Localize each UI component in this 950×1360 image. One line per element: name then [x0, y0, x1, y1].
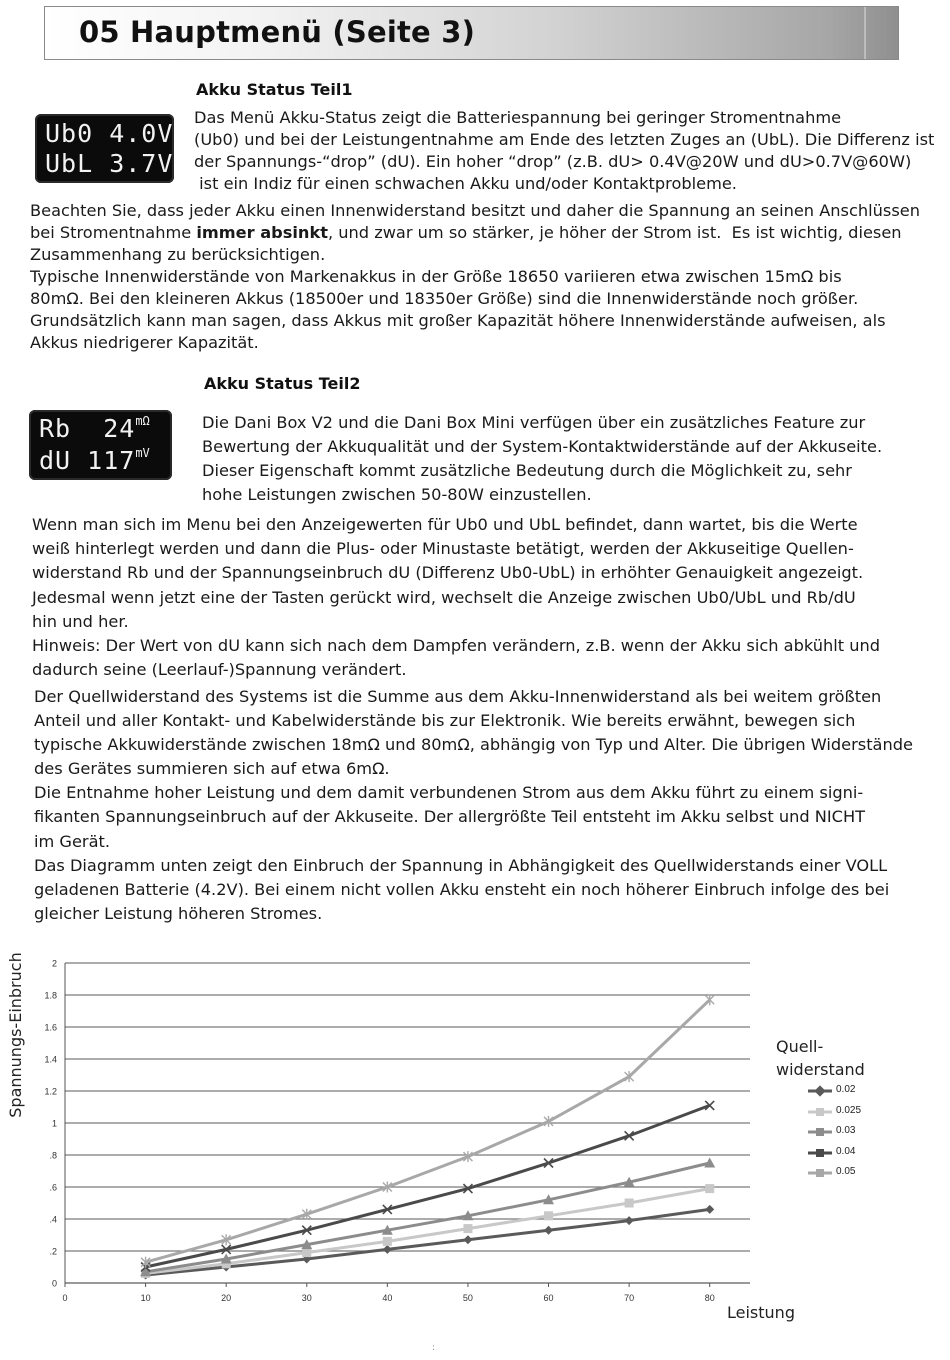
text-line: Typische Innenwiderstände von Markenakkus in der Größe 18650 variieren etwa zwischen 15mΩ bis	[30, 267, 842, 286]
data-point-0.02	[222, 1263, 231, 1272]
marker-stroke	[625, 1072, 634, 1081]
body-paragraph-3	[34, 685, 913, 926]
marker-stroke	[383, 1205, 392, 1214]
chart-x-tick-label: 30	[301, 1293, 312, 1303]
text-line: Grundsätzlich kann man sagen, dass Akkus mit großer Kapazität höhere Innenwiderstände aufweisen, als	[30, 311, 886, 330]
marker-stroke	[141, 1263, 150, 1272]
marker-stroke	[463, 1184, 472, 1193]
text-line: Dieser Eigenschaft kommt zusätzliche Bedeutung durch die Möglichkeit zu, sehr	[202, 461, 852, 480]
data-point-0.02	[141, 1271, 150, 1280]
marker-stroke	[383, 1205, 392, 1214]
text-line: Akkus niedrigerer Kapazität.	[30, 333, 259, 352]
chart-x-tick-label: 50	[462, 1293, 473, 1303]
text-line: Zusammenhang zu berücksichtigen.	[30, 245, 326, 264]
series-line-0.03	[146, 1163, 710, 1272]
marker-stroke	[302, 1210, 311, 1219]
chart-y-tick-label: 1.8	[44, 990, 57, 1001]
lcd-line-ub0: Ub0 4.0V	[45, 119, 174, 148]
lcd-line-du	[39, 446, 150, 475]
legend-swatch-marker	[816, 1149, 824, 1157]
text-line: gleicher Leistung höheren Stromes.	[34, 903, 323, 923]
legend-label: 0.03	[836, 1125, 856, 1136]
marker-stroke	[463, 1152, 472, 1161]
chart-y-tick-label: 1.4	[44, 1054, 57, 1065]
data-point-0.02	[625, 1216, 634, 1225]
marker-stroke	[222, 1245, 231, 1254]
text-line: 80mΩ. Bei den kleineren Akkus (18500er und 18350er Größe) sind die Innenwiderstände noch größer.	[30, 289, 859, 308]
header-divider	[864, 7, 866, 59]
chart-x-tick-label: 60	[543, 1293, 554, 1303]
lcd-unit: mΩ	[135, 414, 150, 428]
marker-stroke	[463, 1152, 472, 1161]
chart-y-tick-label: .6	[49, 1182, 57, 1193]
chart-y-tick-label: 1.2	[44, 1086, 57, 1097]
chart-y-tick-label: 1	[51, 1118, 57, 1129]
marker-stroke	[463, 1184, 472, 1193]
data-point-0.03	[140, 1266, 151, 1276]
text-line: geladenen Batterie (4.2V). Bei einem nicht vollen Akku ensteht ein noch höherer Einbruch infolge des bei	[34, 879, 890, 899]
text-line: Das Menü Akku-Status zeigt die Batteriespannung bei geringer Stromentnahme	[194, 108, 842, 127]
text-line: widerstand Rb und der Spannungseinbruch dU (Differenz Ub0-UbL) in erhöhter Genauigkeit angezeigt.	[32, 563, 864, 583]
text-line: dadurch seine (Leerlauf-)Spannung verändert.	[32, 660, 407, 680]
data-point-0.04	[383, 1205, 392, 1214]
data-point-0.02	[544, 1226, 553, 1235]
data-point-0.025	[302, 1248, 311, 1257]
text-fragment: , und zwar um so stärker, je höher der Strom ist. Es ist wichtig, diesen	[327, 223, 902, 242]
text-line: fikanten Spannungseinbruch auf der Akkuseite. Der allergrößte Teil entsteht im Akku selbst und NICHT	[34, 807, 866, 827]
data-point-0.05	[625, 1071, 634, 1082]
data-point-0.04	[222, 1245, 231, 1254]
data-point-0.05	[705, 994, 714, 1005]
data-point-0.03	[221, 1254, 232, 1264]
text-line: Jedesmal wenn jetzt eine der Tasten gerückt wird, wechselt die Anzeige zwischen Ub0/UbL und Rb/dU	[32, 587, 856, 607]
data-point-0.04	[463, 1184, 472, 1193]
series-line-0.025	[146, 1189, 710, 1274]
section-heading-akku-status-1: Akku Status Teil1	[196, 80, 353, 99]
marker-stroke	[383, 1183, 392, 1192]
data-point-0.03	[301, 1239, 312, 1249]
marker-stroke	[625, 1131, 634, 1140]
series-line-0.04	[146, 1105, 710, 1267]
data-point-0.03	[704, 1158, 715, 1168]
data-point-0.02	[383, 1245, 392, 1254]
text-line: Die Entnahme hoher Leistung und dem damit verbundenen Strom aus dem Akku führt zu einem signi-	[34, 783, 864, 803]
text-line: Anteil und aller Kontakt- und Kabelwiderstände bis zur Elektronik. Wie bereits erwähnt, bewegen sich	[34, 711, 856, 731]
text-line: Bewertung der Akkuqualität und der System-Kontaktwiderstände auf der Akkuseite.	[202, 437, 883, 456]
data-point-0.02	[302, 1255, 311, 1264]
legend-swatch	[806, 1166, 834, 1180]
data-point-0.025	[222, 1259, 231, 1268]
text-line: Das Diagramm unten zeigt den Einbruch der Spannung in Abhängigkeit des Quellwiderstands einer VOLL	[34, 855, 888, 875]
data-point-0.04	[302, 1226, 311, 1235]
marker-stroke	[383, 1183, 392, 1192]
marker-stroke	[222, 1235, 231, 1244]
data-point-0.03	[543, 1194, 554, 1204]
data-point-0.05	[222, 1234, 231, 1245]
legend-swatch-marker	[816, 1128, 824, 1136]
lcd-line-ubl: UbL 3.7V	[45, 149, 174, 178]
data-point-0.025	[463, 1224, 472, 1233]
legend-item-0.04	[806, 1146, 926, 1160]
chart-y-tick-label: .2	[49, 1246, 57, 1257]
body-paragraph-1	[30, 200, 920, 354]
data-point-0.025	[383, 1237, 392, 1246]
chart-legend-title	[776, 1035, 865, 1081]
footer-mark: :	[432, 1343, 436, 1353]
text-line: Der Quellwiderstand des Systems ist die Summe aus dem Akku-Innenwiderstand als bei weitem größten	[34, 687, 882, 706]
data-point-0.02	[705, 1205, 714, 1214]
data-point-0.03	[462, 1210, 473, 1220]
lcd-value: dU 117	[39, 446, 136, 475]
lcd-display-voltage	[35, 114, 174, 183]
marker-stroke	[544, 1159, 553, 1168]
data-point-0.03	[624, 1177, 635, 1187]
marker-stroke	[625, 1072, 634, 1081]
legend-item-0.02	[806, 1084, 926, 1098]
legend-swatch-marker	[816, 1169, 824, 1177]
marker-stroke	[141, 1258, 150, 1267]
lcd-display-resistance	[29, 410, 172, 480]
text-fragment: bei Stromentnahme	[30, 223, 197, 242]
chart-x-tick-label: 20	[221, 1293, 232, 1303]
text-line: des Gerätes summieren sich auf etwa 6mΩ.	[34, 759, 390, 779]
legend-swatch	[806, 1146, 834, 1160]
text-line: im Gerät.	[34, 831, 110, 851]
marker-stroke	[705, 1101, 714, 1110]
body-paragraph-2	[32, 513, 880, 682]
chart-x-tick-label: 10	[140, 1293, 151, 1303]
chart-y-tick-label: 2	[51, 958, 57, 969]
marker-stroke	[705, 1101, 714, 1110]
data-point-0.025	[625, 1199, 634, 1208]
chart-y-tick-label: .8	[49, 1150, 57, 1161]
marker-stroke	[302, 1226, 311, 1235]
series-line-0.05	[146, 1000, 710, 1262]
data-point-0.04	[544, 1159, 553, 1168]
marker-stroke	[705, 995, 714, 1004]
lcd-value: Rb 24	[39, 414, 136, 443]
text-line: Beachten Sie, dass jeder Akku einen Innenwiderstand besitzt und daher die Spannung an seinen Anschlüssen	[30, 201, 920, 220]
chart-y-tick-label: 1.6	[44, 1022, 57, 1033]
data-point-0.05	[141, 1257, 150, 1268]
marker-stroke	[625, 1131, 634, 1140]
text-line: weiß hinterlegt werden und dann die Plus- oder Minustaste betätigt, werden der Akkuseitige Quellen-	[32, 539, 854, 559]
text-line: Wenn man sich im Menu bei den Anzeigewerten für Ub0 und UbL befindet, dann wartet, bis die Werte	[32, 515, 858, 534]
legend-swatch	[806, 1084, 834, 1098]
data-point-0.025	[544, 1211, 553, 1220]
emphasis-text: immer absinkt	[196, 223, 328, 242]
legend-title-line: widerstand	[776, 1060, 865, 1079]
text-line: Hinweis: Der Wert von dU kann sich nach dem Dampfen verändern, z.B. wenn der Akku sich abkühlt und	[32, 636, 881, 656]
text-line: Die Dani Box V2 und die Dani Box Mini verfügen über ein zusätzliches Feature zur	[202, 413, 866, 432]
chart-y-tick-label: 0	[51, 1278, 57, 1289]
marker-stroke	[141, 1258, 150, 1267]
marker-stroke	[544, 1159, 553, 1168]
lcd-unit: mV	[135, 446, 150, 460]
legend-label: 0.025	[836, 1104, 862, 1116]
intro-paragraph-1	[194, 107, 934, 195]
page-title: 05 Hauptmenü (Seite 3)	[79, 15, 476, 49]
data-point-0.05	[544, 1116, 553, 1127]
data-point-0.025	[141, 1269, 150, 1278]
series-line-0.02	[146, 1209, 710, 1275]
data-point-0.02	[463, 1235, 472, 1244]
chart-x-axis-label: Leistung	[727, 1303, 795, 1322]
chart-x-tick-label: 70	[624, 1293, 635, 1303]
data-point-0.05	[463, 1151, 472, 1162]
legend-label: 0.04	[836, 1145, 856, 1157]
marker-stroke	[302, 1226, 311, 1235]
legend-swatch	[806, 1125, 834, 1139]
text-line: ist ein Indiz für einen schwachen Akku und/oder Kontaktprobleme.	[194, 174, 737, 193]
text-line: typische Akkuwiderstände zwischen 18mΩ und 80mΩ, abhängig von Typ und Alter. Die übrigen Widerstände	[34, 735, 913, 755]
lcd-line-rb	[39, 414, 150, 443]
text-line-with-emphasis	[30, 222, 920, 244]
intro-paragraph-2	[202, 411, 882, 507]
marker-stroke	[705, 995, 714, 1004]
marker-stroke	[141, 1263, 150, 1272]
data-point-0.04	[141, 1263, 150, 1272]
chart-y-axis-label: Spannungs-Einbruch	[6, 952, 25, 1118]
chart-x-tick-label: 80	[704, 1293, 715, 1303]
data-point-0.025	[705, 1184, 714, 1193]
data-point-0.03	[382, 1225, 393, 1235]
legend-swatch	[806, 1105, 834, 1119]
text-line: (Ub0) und bei der Leistungentnahme am Ende des letzten Zuges an (UbL). Die Differenz ist	[194, 130, 935, 149]
data-point-0.05	[383, 1182, 392, 1193]
chart-y-tick-label: .4	[49, 1214, 57, 1225]
marker-stroke	[222, 1235, 231, 1244]
page-header-bar	[44, 6, 899, 60]
text-line: hohe Leistungen zwischen 50-80W einzustellen.	[202, 485, 592, 504]
legend-item-0.025	[806, 1105, 926, 1119]
text-line: der Spannungs-“drop” (dU). Ein hoher “drop” (z.B. dU> 0.4V@20W und dU>0.7V@60W)	[194, 152, 912, 171]
data-point-0.04	[625, 1131, 634, 1140]
marker-stroke	[302, 1210, 311, 1219]
legend-item-0.05	[806, 1166, 926, 1180]
data-point-0.05	[302, 1209, 311, 1220]
section-heading-akku-status-2: Akku Status Teil2	[204, 374, 361, 393]
marker-stroke	[222, 1245, 231, 1254]
legend-label: 0.02	[836, 1084, 856, 1095]
text-line: hin und her.	[32, 611, 129, 631]
marker-stroke	[544, 1117, 553, 1126]
legend-label: 0.05	[836, 1166, 856, 1177]
legend-title-line: Quell-	[776, 1037, 824, 1056]
data-point-0.04	[705, 1101, 714, 1110]
chart-x-tick-label: 0	[62, 1293, 68, 1303]
legend-swatch-marker	[816, 1108, 824, 1116]
marker-stroke	[544, 1117, 553, 1126]
chart-x-tick-label: 40	[382, 1293, 393, 1303]
legend-swatch-marker	[814, 1085, 825, 1096]
legend-item-0.03	[806, 1125, 926, 1139]
